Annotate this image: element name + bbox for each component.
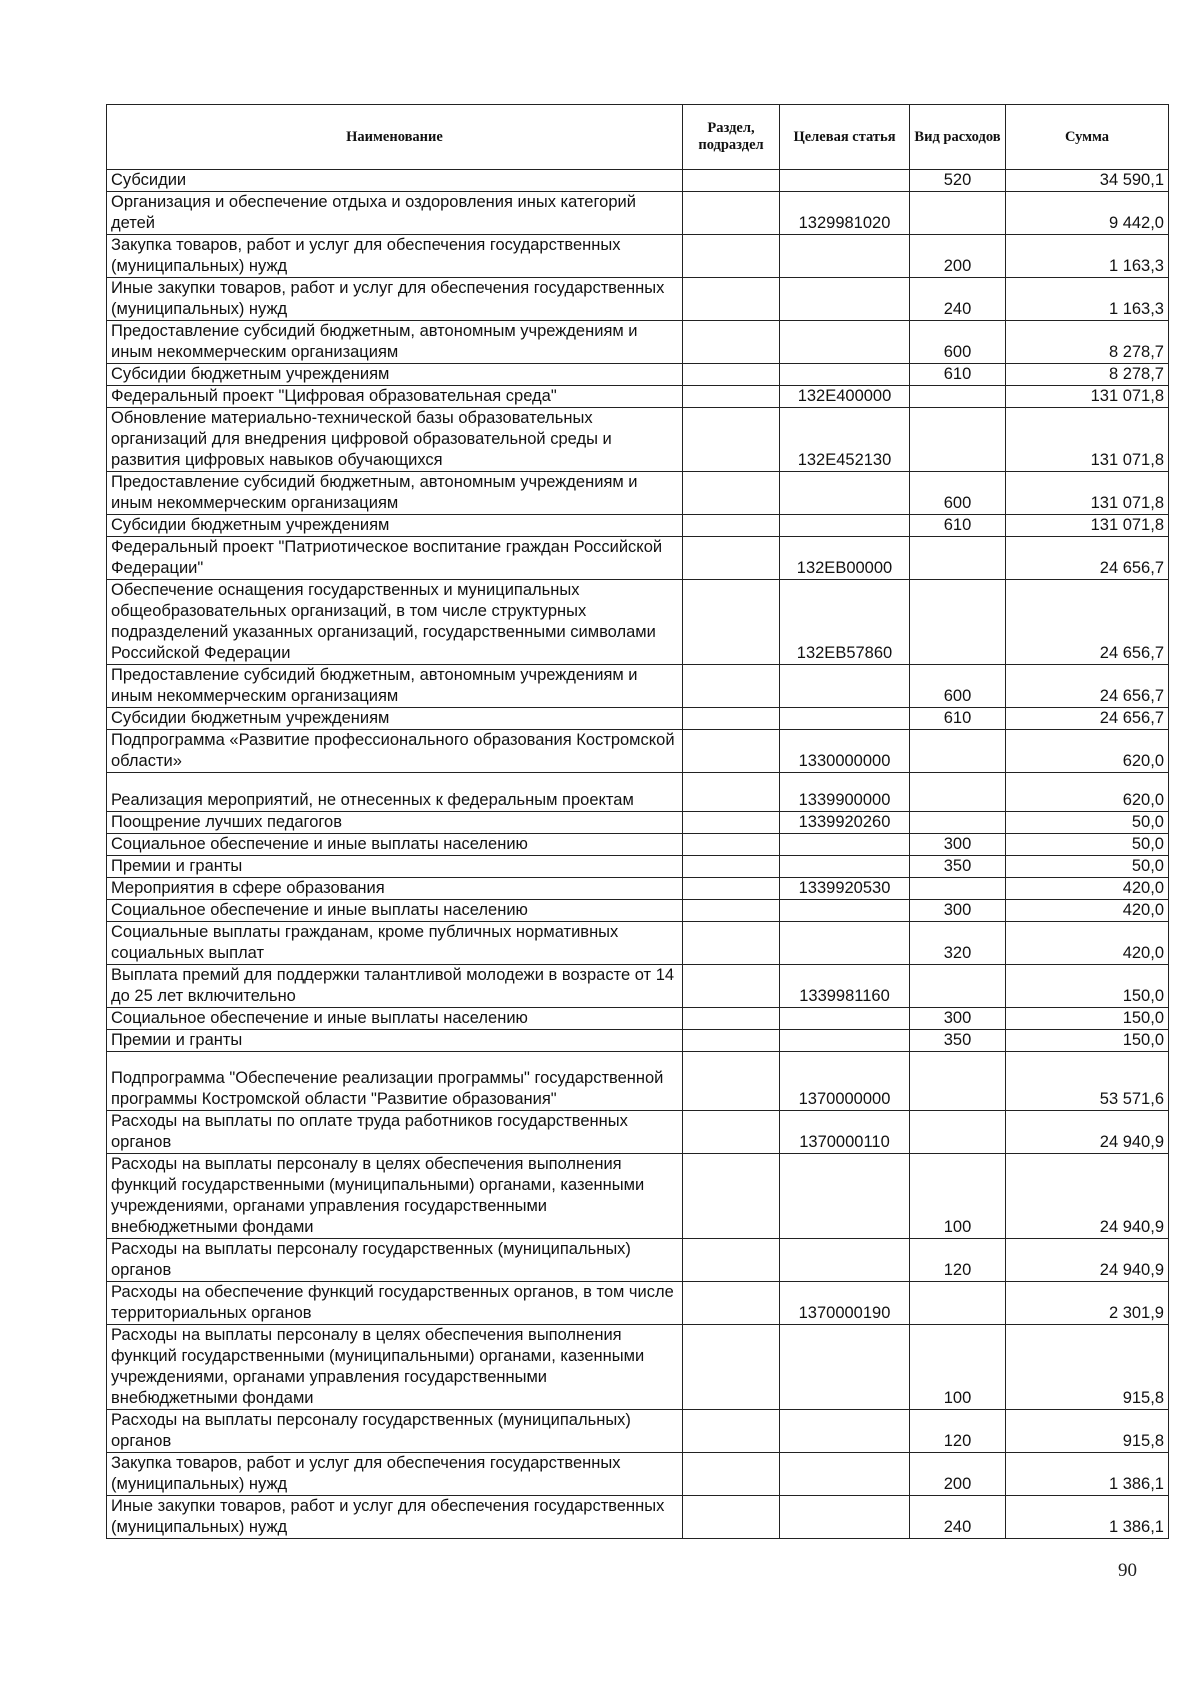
row-type-cell: 200 xyxy=(910,1452,1006,1495)
row-section-cell xyxy=(683,1281,780,1324)
row-target-cell xyxy=(780,278,910,321)
row-sum-cell: 620,0 xyxy=(1006,773,1169,812)
row-section-cell xyxy=(683,856,780,878)
row-sum-cell: 915,8 xyxy=(1006,1409,1169,1452)
table-row xyxy=(107,665,1169,708)
row-type-cell xyxy=(910,878,1006,900)
row-target-cell xyxy=(780,1495,910,1538)
table-row xyxy=(107,235,1169,278)
row-name-cell: Социальные выплаты гражданам, кроме публичных нормативных социальных выплат xyxy=(107,922,683,965)
row-sum-cell: 50,0 xyxy=(1006,834,1169,856)
row-sum-cell: 420,0 xyxy=(1006,878,1169,900)
row-target-cell xyxy=(780,1238,910,1281)
row-target-cell: 1330000000 xyxy=(780,730,910,773)
row-target-cell xyxy=(780,834,910,856)
row-type-cell xyxy=(910,965,1006,1008)
page-number: 90 xyxy=(1118,1560,1137,1581)
row-target-cell xyxy=(780,922,910,965)
row-name-cell: Социальное обеспечение и иные выплаты населению xyxy=(107,900,683,922)
row-section-cell xyxy=(683,1008,780,1030)
table-row xyxy=(107,773,1169,812)
row-name-cell: Предоставление субсидий бюджетным, автономным учреждениям и иным некоммерческим организациям xyxy=(107,321,683,364)
row-type-cell xyxy=(910,1281,1006,1324)
table-header-row xyxy=(107,105,1169,170)
row-sum-cell: 420,0 xyxy=(1006,922,1169,965)
table-row xyxy=(107,856,1169,878)
row-section-cell xyxy=(683,1495,780,1538)
row-name-cell: Поощрение лучших педагогов xyxy=(107,812,683,834)
table-row xyxy=(107,386,1169,408)
row-name-cell: Расходы на выплаты по оплате труда работников государственных органов xyxy=(107,1110,683,1153)
row-section-cell xyxy=(683,1030,780,1052)
row-name-cell: Расходы на обеспечение функций государственных органов, в том числе территориальных органов xyxy=(107,1281,683,1324)
table-row xyxy=(107,1008,1169,1030)
row-type-cell: 300 xyxy=(910,1008,1006,1030)
row-name-cell: Предоставление субсидий бюджетным, автономным учреждениям и иным некоммерческим организациям xyxy=(107,665,683,708)
row-type-cell: 320 xyxy=(910,922,1006,965)
row-section-cell xyxy=(683,192,780,235)
row-section-cell xyxy=(683,1110,780,1153)
row-name-cell: Субсидии бюджетным учреждениям xyxy=(107,364,683,386)
row-sum-cell: 24 656,7 xyxy=(1006,537,1169,580)
row-section-cell xyxy=(683,708,780,730)
row-target-cell: 132EB57860 xyxy=(780,580,910,665)
row-section-cell xyxy=(683,878,780,900)
row-name-cell: Расходы на выплаты персоналу в целях обеспечения выполнения функций государственными (муниципальными) органами, казенными учреждениями, органами управления государственными внебюджетными фондами xyxy=(107,1153,683,1238)
table-row xyxy=(107,900,1169,922)
row-type-cell: 600 xyxy=(910,321,1006,364)
row-type-cell: 350 xyxy=(910,856,1006,878)
row-section-cell xyxy=(683,321,780,364)
row-target-cell xyxy=(780,1452,910,1495)
table-row xyxy=(107,1238,1169,1281)
row-target-cell xyxy=(780,900,910,922)
table-row xyxy=(107,580,1169,665)
row-type-cell: 610 xyxy=(910,364,1006,386)
table-row xyxy=(107,408,1169,472)
table-row xyxy=(107,170,1169,192)
table-row xyxy=(107,472,1169,515)
row-name-cell: Подпрограмма «Развитие профессионального образования Костромской области» xyxy=(107,730,683,773)
table-row xyxy=(107,537,1169,580)
row-section-cell xyxy=(683,580,780,665)
header-target: Целевая статья xyxy=(780,105,910,170)
row-sum-cell: 34 590,1 xyxy=(1006,170,1169,192)
row-type-cell xyxy=(910,537,1006,580)
row-type-cell: 120 xyxy=(910,1409,1006,1452)
table-row xyxy=(107,515,1169,537)
row-section-cell xyxy=(683,965,780,1008)
row-sum-cell: 8 278,7 xyxy=(1006,364,1169,386)
row-target-cell xyxy=(780,665,910,708)
row-sum-cell: 24 940,9 xyxy=(1006,1110,1169,1153)
row-type-cell: 240 xyxy=(910,278,1006,321)
row-section-cell xyxy=(683,278,780,321)
row-type-cell xyxy=(910,773,1006,812)
row-name-cell: Федеральный проект "Патриотическое воспитание граждан Российской Федерации" xyxy=(107,537,683,580)
row-type-cell: 600 xyxy=(910,472,1006,515)
table-row xyxy=(107,192,1169,235)
row-section-cell xyxy=(683,408,780,472)
row-name-cell: Реализация мероприятий, не отнесенных к федеральным проектам xyxy=(107,773,683,812)
row-name-cell: Закупка товаров, работ и услуг для обеспечения государственных (муниципальных) нужд xyxy=(107,235,683,278)
row-name-cell: Выплата премий для поддержки талантливой молодежи в возрасте от 14 до 25 лет включительно xyxy=(107,965,683,1008)
row-target-cell xyxy=(780,515,910,537)
row-section-cell xyxy=(683,1153,780,1238)
row-sum-cell: 1 386,1 xyxy=(1006,1452,1169,1495)
row-type-cell xyxy=(910,812,1006,834)
table-row xyxy=(107,1110,1169,1153)
row-type-cell xyxy=(910,1110,1006,1153)
row-name-cell: Иные закупки товаров, работ и услуг для обеспечения государственных (муниципальных) нужд xyxy=(107,278,683,321)
row-type-cell: 610 xyxy=(910,708,1006,730)
row-sum-cell: 131 071,8 xyxy=(1006,408,1169,472)
row-type-cell xyxy=(910,192,1006,235)
row-target-cell: 1370000000 xyxy=(780,1052,910,1111)
row-section-cell xyxy=(683,386,780,408)
row-section-cell xyxy=(683,235,780,278)
row-target-cell xyxy=(780,1153,910,1238)
row-sum-cell: 24 656,7 xyxy=(1006,665,1169,708)
table-row xyxy=(107,834,1169,856)
table-row xyxy=(107,1281,1169,1324)
header-section: Раздел, подраздел xyxy=(683,105,780,170)
row-sum-cell: 53 571,6 xyxy=(1006,1052,1169,1111)
row-type-cell xyxy=(910,580,1006,665)
table-row xyxy=(107,1052,1169,1111)
row-section-cell xyxy=(683,812,780,834)
budget-table xyxy=(106,104,1169,1539)
row-name-cell: Организация и обеспечение отдыха и оздоровления иных категорий детей xyxy=(107,192,683,235)
row-type-cell: 120 xyxy=(910,1238,1006,1281)
row-sum-cell: 131 071,8 xyxy=(1006,386,1169,408)
row-section-cell xyxy=(683,537,780,580)
row-target-cell: 132E400000 xyxy=(780,386,910,408)
row-sum-cell: 150,0 xyxy=(1006,1030,1169,1052)
table-row xyxy=(107,730,1169,773)
row-target-cell xyxy=(780,1409,910,1452)
row-type-cell: 300 xyxy=(910,900,1006,922)
row-name-cell: Субсидии бюджетным учреждениям xyxy=(107,708,683,730)
row-name-cell: Премии и гранты xyxy=(107,1030,683,1052)
row-section-cell xyxy=(683,364,780,386)
row-name-cell: Субсидии xyxy=(107,170,683,192)
row-section-cell xyxy=(683,472,780,515)
row-target-cell xyxy=(780,472,910,515)
row-section-cell xyxy=(683,1324,780,1409)
row-sum-cell: 1 386,1 xyxy=(1006,1495,1169,1538)
row-sum-cell: 9 442,0 xyxy=(1006,192,1169,235)
table-row xyxy=(107,321,1169,364)
table-row xyxy=(107,708,1169,730)
header-name: Наименование xyxy=(107,105,683,170)
row-target-cell xyxy=(780,856,910,878)
row-target-cell xyxy=(780,1030,910,1052)
row-name-cell: Подпрограмма "Обеспечение реализации программы" государственной программы Костромской области "Развитие образования" xyxy=(107,1052,683,1111)
row-sum-cell: 24 940,9 xyxy=(1006,1238,1169,1281)
row-section-cell xyxy=(683,900,780,922)
table-row xyxy=(107,1030,1169,1052)
row-target-cell xyxy=(780,708,910,730)
row-name-cell: Обновление материально-технической базы образовательных организаций для внедрения цифровой образовательной среды и развития цифровых навыков обучающихся xyxy=(107,408,683,472)
header-type: Вид расходов xyxy=(910,105,1006,170)
table-row xyxy=(107,1495,1169,1538)
row-sum-cell: 24 656,7 xyxy=(1006,580,1169,665)
row-name-cell: Субсидии бюджетным учреждениям xyxy=(107,515,683,537)
row-target-cell: 1339920260 xyxy=(780,812,910,834)
row-sum-cell: 50,0 xyxy=(1006,812,1169,834)
row-type-cell: 600 xyxy=(910,665,1006,708)
row-type-cell: 100 xyxy=(910,1153,1006,1238)
row-target-cell xyxy=(780,1324,910,1409)
row-type-cell: 520 xyxy=(910,170,1006,192)
row-name-cell: Закупка товаров, работ и услуг для обеспечения государственных (муниципальных) нужд xyxy=(107,1452,683,1495)
row-type-cell xyxy=(910,386,1006,408)
row-sum-cell: 131 071,8 xyxy=(1006,472,1169,515)
row-name-cell: Обеспечение оснащения государственных и муниципальных общеобразовательных организаций, в том числе структурных подразделений указанных организаций, государственными символами Российской Федерации xyxy=(107,580,683,665)
row-target-cell: 1329981020 xyxy=(780,192,910,235)
row-sum-cell: 131 071,8 xyxy=(1006,515,1169,537)
row-section-cell xyxy=(683,1452,780,1495)
row-name-cell: Расходы на выплаты персоналу государственных (муниципальных) органов xyxy=(107,1409,683,1452)
table-row xyxy=(107,965,1169,1008)
row-target-cell: 1339900000 xyxy=(780,773,910,812)
table-body xyxy=(107,170,1169,1539)
table-row xyxy=(107,878,1169,900)
row-name-cell: Расходы на выплаты персоналу государственных (муниципальных) органов xyxy=(107,1238,683,1281)
row-target-cell: 1339981160 xyxy=(780,965,910,1008)
row-sum-cell: 1 163,3 xyxy=(1006,235,1169,278)
row-target-cell: 132EB00000 xyxy=(780,537,910,580)
table-row xyxy=(107,1409,1169,1452)
row-sum-cell: 2 301,9 xyxy=(1006,1281,1169,1324)
row-type-cell xyxy=(910,1052,1006,1111)
row-target-cell xyxy=(780,364,910,386)
row-sum-cell: 620,0 xyxy=(1006,730,1169,773)
row-name-cell: Социальное обеспечение и иные выплаты населению xyxy=(107,1008,683,1030)
table-row xyxy=(107,812,1169,834)
row-sum-cell: 50,0 xyxy=(1006,856,1169,878)
row-type-cell: 300 xyxy=(910,834,1006,856)
row-sum-cell: 150,0 xyxy=(1006,1008,1169,1030)
row-target-cell xyxy=(780,321,910,364)
header-sum: Сумма xyxy=(1006,105,1169,170)
table-row xyxy=(107,278,1169,321)
row-sum-cell: 24 940,9 xyxy=(1006,1153,1169,1238)
row-section-cell xyxy=(683,170,780,192)
row-sum-cell: 150,0 xyxy=(1006,965,1169,1008)
table-row xyxy=(107,1153,1169,1238)
row-sum-cell: 1 163,3 xyxy=(1006,278,1169,321)
row-name-cell: Предоставление субсидий бюджетным, автономным учреждениям и иным некоммерческим организациям xyxy=(107,472,683,515)
row-name-cell: Расходы на выплаты персоналу в целях обеспечения выполнения функций государственными (муниципальными) органами, казенными учреждениями, органами управления государственными внебюджетными фондами xyxy=(107,1324,683,1409)
row-name-cell: Премии и гранты xyxy=(107,856,683,878)
row-type-cell: 100 xyxy=(910,1324,1006,1409)
row-type-cell: 240 xyxy=(910,1495,1006,1538)
row-name-cell: Федеральный проект "Цифровая образовательная среда" xyxy=(107,386,683,408)
row-section-cell xyxy=(683,773,780,812)
row-section-cell xyxy=(683,665,780,708)
row-type-cell: 350 xyxy=(910,1030,1006,1052)
row-type-cell: 610 xyxy=(910,515,1006,537)
row-section-cell xyxy=(683,834,780,856)
row-section-cell xyxy=(683,1052,780,1111)
row-type-cell: 200 xyxy=(910,235,1006,278)
row-type-cell xyxy=(910,408,1006,472)
row-target-cell xyxy=(780,170,910,192)
row-section-cell xyxy=(683,1409,780,1452)
row-section-cell xyxy=(683,922,780,965)
row-sum-cell: 24 656,7 xyxy=(1006,708,1169,730)
row-name-cell: Мероприятия в сфере образования xyxy=(107,878,683,900)
row-name-cell: Иные закупки товаров, работ и услуг для обеспечения государственных (муниципальных) нужд xyxy=(107,1495,683,1538)
row-target-cell: 1370000190 xyxy=(780,1281,910,1324)
table-row xyxy=(107,1452,1169,1495)
table-row xyxy=(107,364,1169,386)
row-section-cell xyxy=(683,1238,780,1281)
row-type-cell xyxy=(910,730,1006,773)
row-sum-cell: 915,8 xyxy=(1006,1324,1169,1409)
row-target-cell: 1339920530 xyxy=(780,878,910,900)
row-section-cell xyxy=(683,515,780,537)
row-target-cell xyxy=(780,235,910,278)
table-row xyxy=(107,1324,1169,1409)
row-target-cell: 1370000110 xyxy=(780,1110,910,1153)
table-row xyxy=(107,922,1169,965)
row-section-cell xyxy=(683,730,780,773)
row-target-cell xyxy=(780,1008,910,1030)
row-name-cell: Социальное обеспечение и иные выплаты населению xyxy=(107,834,683,856)
row-target-cell: 132E452130 xyxy=(780,408,910,472)
row-sum-cell: 420,0 xyxy=(1006,900,1169,922)
row-sum-cell: 8 278,7 xyxy=(1006,321,1169,364)
